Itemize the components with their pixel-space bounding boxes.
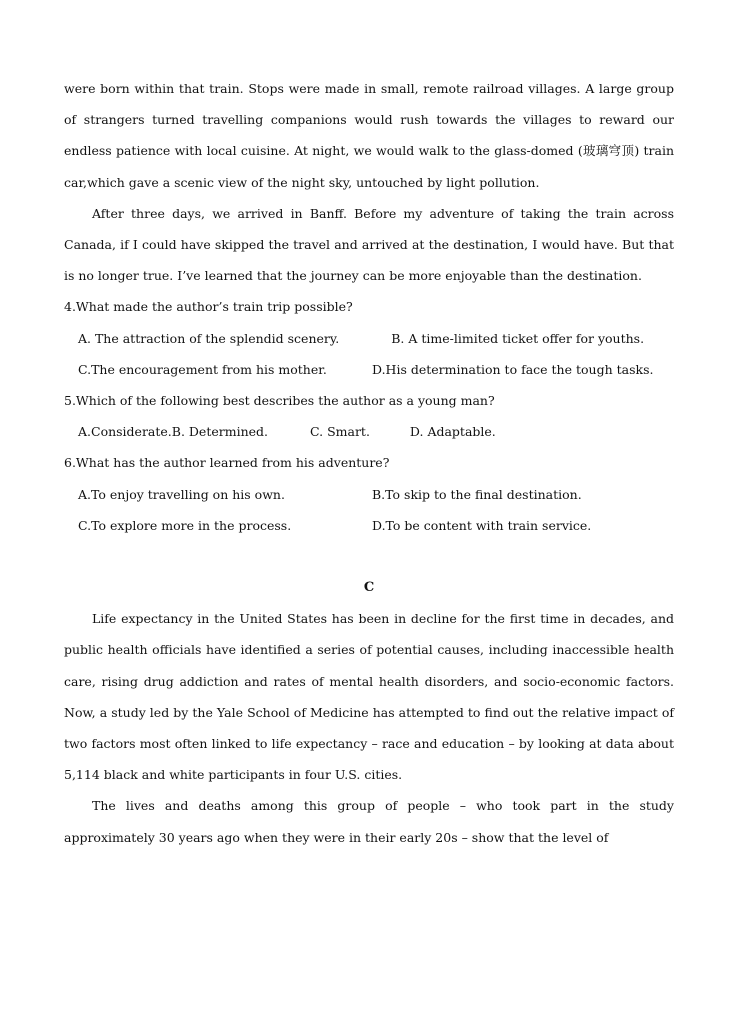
question-6-option-a[interactable]: A.To enjoy travelling on his own. [78, 486, 285, 502]
passage-c-paragraph-1: Life expectancy in the United States has been in decline for the first time in decades, and public health officials have identified a series of potential causes, including inaccessible health care, rising drug addiction and rates of mental health disorders, and socio-economic factors. Now, a study led by the Yale School of Medicine has attempted to find out the relative impact of two factors most often linked to life expectancy – race and education – by looking at data about 5,114 black and white participants in four U.S. cities. [64, 611, 674, 783]
question-4-option-a[interactable]: A. The attraction of the splendid scenery. [78, 330, 340, 346]
question-6-option-c[interactable]: C.To explore more in the process. [78, 517, 292, 533]
question-4-options [78, 323, 674, 385]
question-6-options [78, 479, 674, 541]
question-5-option-d[interactable]: D. Adaptable. [409, 424, 496, 440]
question-6-stem: 6.What has the author learned from his adventure? [64, 455, 390, 471]
question-5-option-c[interactable]: C. Smart. [310, 424, 370, 440]
passage-b-paragraph-1: were born within that train. Stops were made in small, remote railroad villages. A large group of strangers turned travelling companions would rush towards the villages to reward our endless patience with local cuisine. At night, we would walk to the glass-domed (玻璃穹顶) train car,which gave a scenic view of the night sky, untouched by light pollution. [64, 81, 674, 190]
question-5-stem: 5.Which of the following best describes the author as a young man? [64, 393, 495, 409]
question-4-options-ab [78, 323, 674, 354]
question-4-option-c[interactable]: C.The encouragement from his mother. [78, 361, 327, 377]
section-c-title: C [363, 580, 375, 596]
question-4-option-d[interactable]: D.His determination to face the tough tasks. [372, 361, 654, 377]
passage-b-paragraph-2: After three days, we arrived in Banff. Before my adventure of taking the train across Canada, if I could have skipped the travel and arrived at the destination, I would have. But that is no longer true. I’ve learned that the journey can be more enjoyable than the destination. [64, 205, 674, 284]
question-6-options-cd [78, 510, 674, 541]
question-4-stem: 4.What made the author’s train trip possible? [64, 299, 353, 315]
question-5-option-a[interactable]: A.Considerate. [78, 424, 172, 440]
question-5-options-row [78, 416, 674, 447]
question-5-options [78, 416, 674, 447]
passage-c-paragraph-2: The lives and deaths among this group of people – who took part in the study approximately 30 years ago when they were in their early 20s – show that the level of [64, 798, 674, 845]
document-page [64, 73, 674, 853]
question-4-options-cd [78, 354, 674, 385]
question-6-option-b[interactable]: B.To skip to the final destination. [372, 486, 582, 502]
question-6-option-d[interactable]: D.To be content with train service. [372, 517, 592, 533]
question-4-option-b[interactable]: B. A time-limited ticket offer for youths. [391, 330, 645, 346]
question-5-option-b[interactable]: B. Determined. [171, 424, 269, 440]
question-6-options-ab [78, 479, 674, 510]
